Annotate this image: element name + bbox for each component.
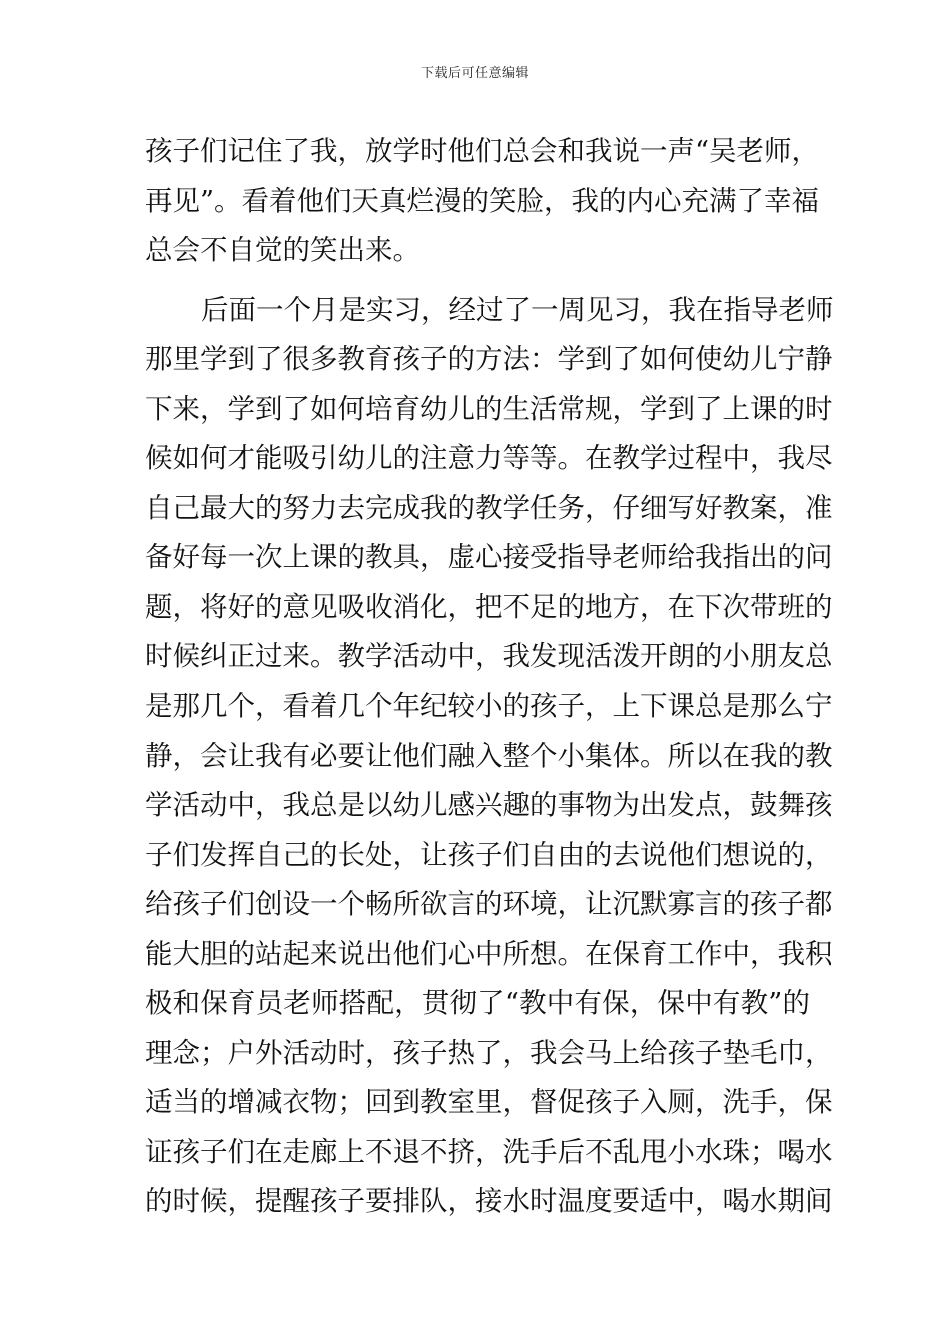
text-line: 下来，学到了如何培育幼儿的生活常规，学到了上课的时 <box>145 392 833 425</box>
text-line: 证孩子们在走廊上不退不挤，洗手后不乱甩小水珠；喝水 <box>145 1135 833 1168</box>
text-line: 的时候，提醒孩子要排队，接水时温度要适中，喝水期间 <box>145 1185 833 1218</box>
text-line: 备好每一次上课的教具，虚心接受指导老师给我指出的问 <box>145 541 833 574</box>
text-line: 是那几个，看着几个年纪较小的孩子，上下课总是那么宁 <box>145 690 833 723</box>
text-line: 时候纠正过来。教学活动中，我发现活泼开朗的小朋友总 <box>145 640 833 673</box>
text-line: 子们发挥自己的长处，让孩子们自由的去说他们想说的， <box>145 838 833 871</box>
text-line: 学活动中，我总是以幼儿感兴趣的事物为出发点，鼓舞孩 <box>145 789 833 822</box>
text-line: 适当的增减衣物；回到教室里，督促孩子入厕，洗手，保 <box>145 1086 833 1119</box>
paragraph-1 <box>145 127 820 276</box>
text-line: 总会不自觉的笑出来。 <box>145 234 420 267</box>
text-line: 候如何才能吸引幼儿的注意力等等。在教学过程中，我尽 <box>145 442 833 475</box>
text-line: 题，将好的意见吸收消化，把不足的地方，在下次带班的 <box>145 590 833 623</box>
page-header: 下载后可任意编辑 <box>420 66 529 81</box>
text-line: 自己最大的努力去完成我的教学任务，仔细写好教案，准 <box>145 491 833 524</box>
text-line: 静，会让我有必要让他们融入整个小集体。所以在我的教 <box>145 739 833 772</box>
paragraph-2 <box>145 286 834 1227</box>
text-line: 能大胆的站起来说出他们心中所想。在保育工作中，我积 <box>145 937 833 970</box>
text-line: 孩子们记住了我，放学时他们总会和我说一声“吴老师， <box>145 135 820 167</box>
text-line: 给孩子们创设一个畅所欲言的环境，让沉默寡言的孩子都 <box>145 888 833 921</box>
document-body <box>145 127 834 1227</box>
text-line: 再见”。看着他们天真烂漫的笑脸，我的内心充满了幸福 <box>145 184 820 217</box>
text-line: 那里学到了很多教育孩子的方法：学到了如何使幼儿宁静 <box>145 343 833 376</box>
text-line: 后面一个月是实习，经过了一周见习，我在指导老师 <box>201 293 834 326</box>
text-line: 极和保育员老师搭配，贯彻了“教中有保，保中有教”的 <box>145 987 810 1020</box>
text-line: 理念；户外活动时，孩子热了，我会马上给孩子垫毛巾， <box>145 1036 833 1069</box>
